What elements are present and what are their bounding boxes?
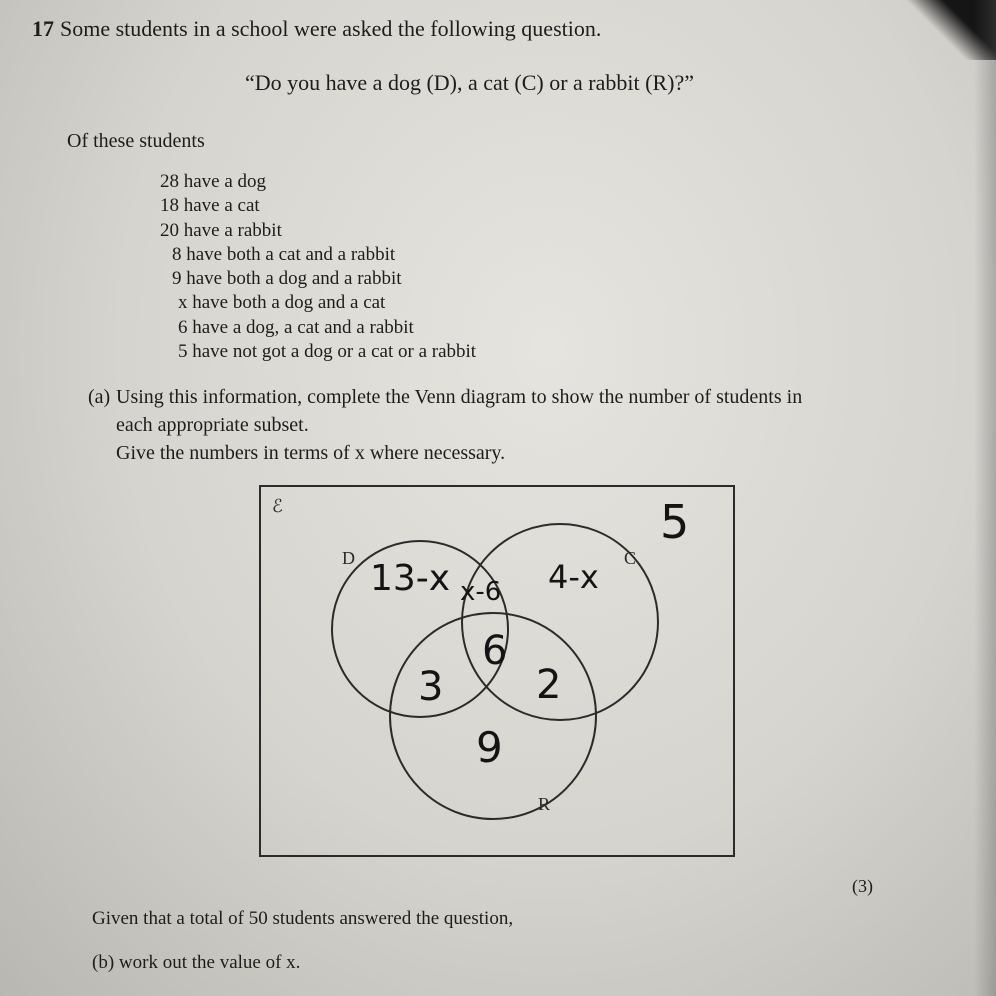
fact-item: 28 have a dog (160, 171, 267, 192)
fact-item: 6 have a dog, a cat and a rabbit (178, 316, 414, 338)
answer-r-only: 9 (476, 723, 503, 772)
set-r-label: R (538, 794, 551, 814)
part-a-marks: (3) (852, 876, 873, 896)
answer-dcr: 6 (482, 628, 508, 674)
part-a-text-line-1: Using this information, complete the Venn diagram to show the number of students in (116, 386, 803, 408)
part-a-text-line-2: each appropriate subset. (116, 414, 309, 436)
universal-set-symbol: ℰ (272, 496, 283, 516)
fact-item: 8 have both a cat and a rabbit (172, 243, 396, 265)
part-b-text: work out the value of x. (118, 952, 301, 973)
answer-d-only: 13-x (370, 558, 451, 599)
facts-list (160, 170, 476, 364)
fact-item: x have both a dog and a cat (178, 292, 386, 314)
part-a-text-line-3: Give the numbers in terms of x where necessary. (116, 442, 506, 464)
question-number: 17 (32, 16, 54, 41)
answer-c-only: 4-x (548, 558, 599, 596)
part-b-label: (b) (92, 952, 115, 973)
question-quote: “Do you have a dog (D), a cat (C) or a rabbit (R)?” (245, 70, 694, 95)
of-these-students: Of these students (67, 130, 205, 152)
page-edge-shadow (974, 0, 996, 996)
answer-cr-only: 2 (536, 662, 562, 708)
answer-dr-only: 3 (418, 664, 444, 710)
part-a-label: (a) (88, 386, 111, 408)
fact-item: 9 have both a dog and a rabbit (172, 268, 402, 290)
fact-item: 18 have a cat (160, 195, 260, 217)
venn-diagram (258, 484, 738, 860)
set-c-label: C (624, 548, 637, 568)
question-intro: Some students in a school were asked the following question. (60, 16, 602, 41)
fact-item: 5 have not got a dog or a cat or a rabbit (178, 341, 477, 363)
answer-dc-only: x-6 (460, 577, 502, 607)
part-b-given: Given that a total of 50 students answered the question, (92, 908, 514, 929)
answer-outside: 5 (660, 495, 690, 549)
part-b-question (92, 952, 300, 974)
set-d-label: D (342, 548, 355, 568)
fact-item: 20 have a rabbit (160, 219, 282, 241)
